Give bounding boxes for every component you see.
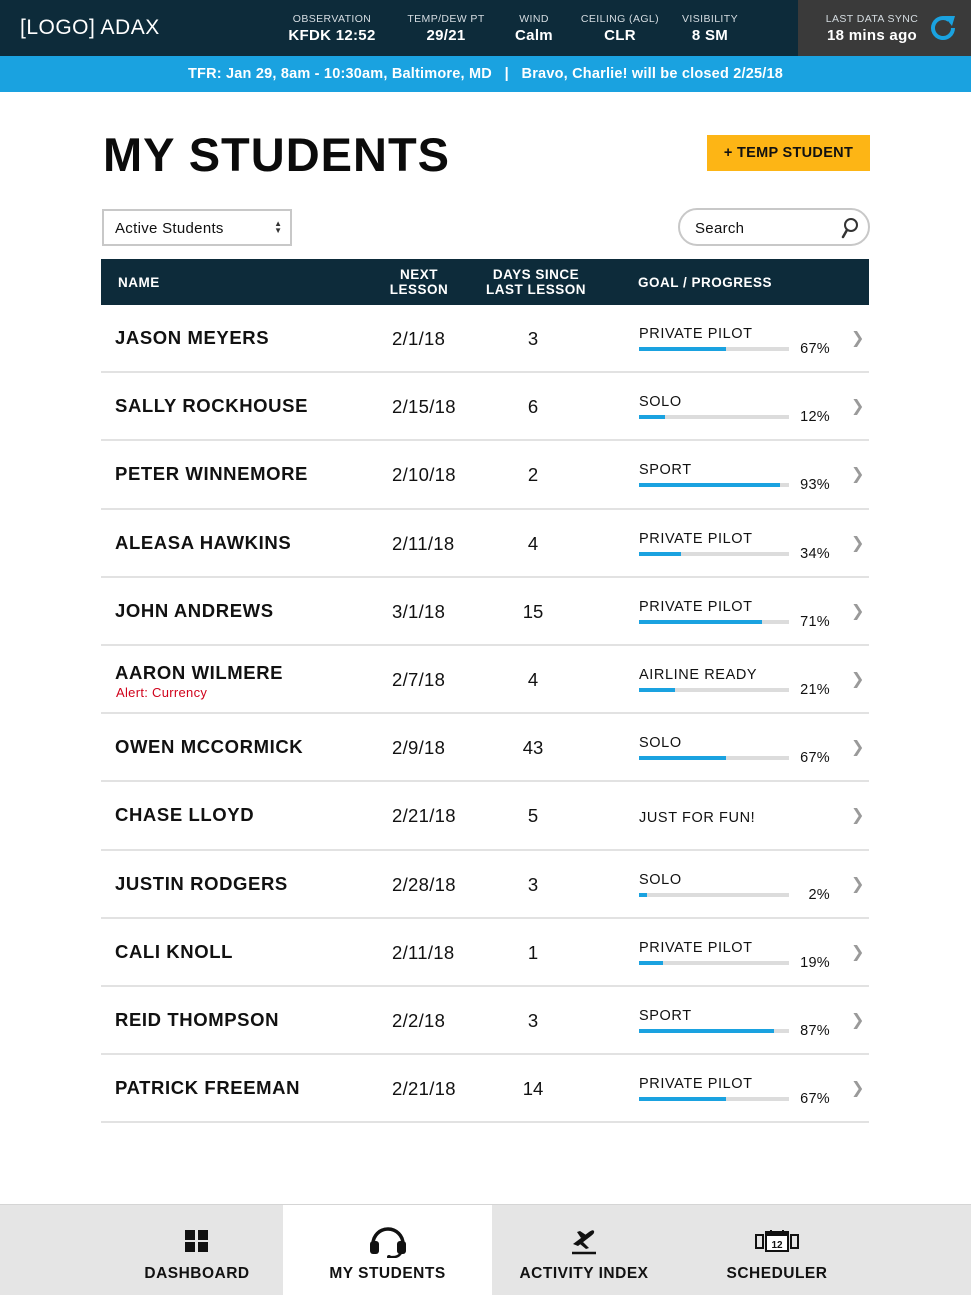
weather-observation-value: KFDK 12:52 <box>288 27 376 44</box>
student-name: AARON WILMERE <box>115 661 284 683</box>
days-since-last-lesson: 2 <box>527 464 539 486</box>
table-row[interactable] <box>101 646 869 714</box>
table-row[interactable] <box>101 305 869 373</box>
goal-label: PRIVATE PILOT <box>639 939 753 956</box>
progress-percent: 67% <box>800 750 830 767</box>
progress-percent: 87% <box>800 1022 830 1039</box>
goal-label: SPORT <box>639 462 692 479</box>
student-name: PETER WINNEMORE <box>115 463 308 485</box>
weather-observation <box>282 13 382 44</box>
progress-fill <box>639 552 681 556</box>
nav-my-students[interactable] <box>283 1205 492 1295</box>
calendar-day-number: 12 <box>771 1240 783 1251</box>
nav-scheduler-label: SCHEDULER <box>726 1265 828 1282</box>
student-name: REID THOMPSON <box>115 1008 280 1030</box>
nav-dashboard[interactable] <box>100 1205 294 1295</box>
progress-percent: 93% <box>800 477 830 494</box>
chevron-right-icon[interactable]: ❯ <box>851 602 865 620</box>
chevron-right-icon[interactable]: ❯ <box>851 875 865 893</box>
search-placeholder: Search <box>695 220 745 237</box>
weather-visibility-label: VISIBILITY <box>682 13 738 25</box>
next-lesson-date: 2/2/18 <box>392 1009 446 1031</box>
days-since-last-lesson: 5 <box>527 805 539 827</box>
progress-fill <box>639 1029 774 1033</box>
progress-bar <box>639 756 789 760</box>
nav-activity-index-label: ACTIVITY INDEX <box>519 1265 649 1282</box>
progress-percent: 2% <box>808 886 830 903</box>
days-since-last-lesson: 4 <box>527 532 539 554</box>
student-name: SALLY ROCKHOUSE <box>115 395 309 417</box>
next-lesson-date: 3/1/18 <box>392 600 446 622</box>
weather-visibility <box>674 13 746 44</box>
airplane-takeoff-icon <box>569 1226 599 1256</box>
progress-bar <box>639 1029 789 1033</box>
chevron-right-icon[interactable]: ❯ <box>851 943 865 961</box>
chevron-right-icon[interactable]: ❯ <box>851 807 865 825</box>
next-lesson-date: 2/21/18 <box>392 1078 456 1100</box>
student-filter-select[interactable] <box>102 209 292 246</box>
table-row[interactable] <box>101 714 869 782</box>
goal-label: AIRLINE READY <box>639 666 758 683</box>
progress-fill <box>639 688 675 692</box>
progress-bar <box>639 688 789 692</box>
goal-label: SOLO <box>639 735 682 752</box>
student-name: JUSTIN RODGERS <box>115 872 288 894</box>
col-days-since-line2: LAST LESSON <box>485 282 586 297</box>
goal-label: PRIVATE PILOT <box>639 326 753 342</box>
students-table <box>101 305 869 1123</box>
sync-value: 18 mins ago <box>827 27 917 44</box>
student-alert: Alert: Currency <box>116 684 208 700</box>
student-name: CALI KNOLL <box>115 940 234 962</box>
progress-bar <box>639 961 789 965</box>
page-title: MY STUDENTS <box>103 128 450 181</box>
dashboard-grid-icon <box>184 1229 210 1253</box>
progress-fill <box>639 347 726 351</box>
student-name: OWEN MCCORMICK <box>115 736 304 758</box>
add-temp-student-button[interactable]: + TEMP STUDENT <box>707 135 870 171</box>
weather-temp-dew <box>400 13 492 44</box>
student-name: ALEASA HAWKINS <box>115 531 292 553</box>
goal-label: JUST FOR FUN! <box>639 810 756 827</box>
headset-icon <box>368 1224 408 1258</box>
goal-label: PRIVATE PILOT <box>639 530 753 547</box>
days-since-last-lesson: 3 <box>527 1009 539 1031</box>
weather-observation-label: OBSERVATION <box>292 13 372 25</box>
next-lesson-date: 2/10/18 <box>392 464 456 486</box>
table-row[interactable] <box>101 782 869 850</box>
search-input[interactable] <box>678 208 870 246</box>
nav-activity-index[interactable] <box>492 1205 676 1295</box>
sync-label: LAST DATA SYNC <box>825 13 919 25</box>
days-since-last-lesson: 15 <box>522 600 544 622</box>
weather-ceiling <box>576 13 664 44</box>
chevron-right-icon[interactable]: ❯ <box>851 1011 865 1029</box>
progress-fill <box>639 756 726 760</box>
chevron-right-icon[interactable]: ❯ <box>851 1080 865 1098</box>
weather-wind <box>500 13 568 44</box>
weather-visibility-value: 8 SM <box>691 27 729 44</box>
table-row[interactable] <box>101 510 869 578</box>
next-lesson-date: 2/11/18 <box>392 941 455 963</box>
goal-label: SPORT <box>639 1007 692 1024</box>
calendar-icon <box>754 1229 800 1253</box>
next-lesson-date: 2/11/18 <box>392 532 455 554</box>
goal-label: SOLO <box>639 871 682 888</box>
goal-label: PRIVATE PILOT <box>639 598 753 615</box>
table-row[interactable] <box>101 441 869 509</box>
next-lesson-date: 2/21/18 <box>392 805 456 827</box>
progress-bar <box>639 415 789 419</box>
weather-temp-dew-value: 29/21 <box>426 27 466 44</box>
progress-percent: 34% <box>800 545 830 562</box>
refresh-icon[interactable] <box>927 12 959 44</box>
student-name: PATRICK FREEMAN <box>115 1077 301 1099</box>
goal-label: PRIVATE PILOT <box>639 1076 753 1093</box>
search-icon[interactable] <box>840 217 860 239</box>
progress-bar <box>639 483 789 487</box>
next-lesson-date: 2/7/18 <box>392 668 446 690</box>
progress-bar <box>639 552 789 556</box>
col-next-lesson[interactable] <box>379 267 459 297</box>
table-row[interactable] <box>101 919 869 987</box>
next-lesson-date: 2/1/18 <box>392 328 446 349</box>
progress-percent: 12% <box>800 409 830 426</box>
progress-bar <box>639 347 789 351</box>
progress-percent: 71% <box>800 613 830 630</box>
progress-fill <box>639 415 665 419</box>
select-arrows-icon: ▲ ▼ <box>274 219 282 235</box>
next-lesson-date: 2/9/18 <box>392 737 446 759</box>
goal-label: SOLO <box>639 394 682 411</box>
weather-ceiling-value: CLR <box>604 27 636 44</box>
table-row[interactable] <box>101 578 869 646</box>
days-since-last-lesson: 4 <box>527 668 539 690</box>
tfr-notice-bar: TFR: Jan 29, 8am - 10:30am, Baltimore, MD | Bravo, Charlie! will be closed 2/25/18 <box>0 56 971 92</box>
progress-fill <box>639 893 647 897</box>
progress-bar <box>639 620 789 624</box>
col-goal-progress[interactable]: GOAL / PROGRESS <box>638 275 773 290</box>
progress-fill <box>639 1097 726 1101</box>
progress-fill <box>639 620 762 624</box>
chevron-right-icon[interactable]: ❯ <box>851 330 865 347</box>
weather-temp-dew-label: TEMP/DEW PT <box>407 13 485 25</box>
nav-dashboard-label: DASHBOARD <box>144 1265 250 1282</box>
student-name: JOHN ANDREWS <box>115 599 274 621</box>
table-header <box>101 259 869 305</box>
col-next-lesson-line1: NEXT <box>399 267 438 282</box>
top-bar <box>0 0 971 56</box>
days-since-last-lesson: 6 <box>527 396 539 418</box>
table-row[interactable] <box>101 373 869 441</box>
weather-wind-label: WIND <box>519 13 549 25</box>
progress-percent: 67% <box>800 341 830 357</box>
days-since-last-lesson: 43 <box>522 737 544 759</box>
days-since-last-lesson: 3 <box>527 328 539 349</box>
table-row[interactable] <box>101 1055 869 1123</box>
table-row[interactable] <box>101 851 869 919</box>
weather-wind-value: Calm <box>515 27 553 44</box>
days-since-last-lesson: 1 <box>527 941 539 963</box>
col-next-lesson-line2: LESSON <box>389 282 449 297</box>
progress-bar <box>639 1097 789 1101</box>
col-days-since[interactable] <box>481 267 591 297</box>
progress-percent: 67% <box>800 1091 830 1108</box>
table-row[interactable] <box>101 987 869 1055</box>
nav-scheduler[interactable] <box>680 1205 874 1295</box>
chevron-right-icon[interactable]: ❯ <box>851 398 865 416</box>
progress-fill <box>639 961 663 965</box>
chevron-right-icon[interactable]: ❯ <box>851 466 865 484</box>
student-name: JASON MEYERS <box>115 327 270 348</box>
col-name[interactable]: NAME <box>118 275 160 290</box>
progress-fill <box>639 483 780 487</box>
chevron-right-icon[interactable]: ❯ <box>851 739 865 757</box>
bottom-nav <box>0 1204 971 1295</box>
student-name: CHASE LLOYD <box>115 804 255 826</box>
app-logo[interactable]: [LOGO] ADAX <box>20 16 160 39</box>
next-lesson-date: 2/15/18 <box>392 396 456 418</box>
nav-my-students-label: MY STUDENTS <box>329 1265 446 1282</box>
progress-percent: 19% <box>800 954 830 971</box>
days-since-last-lesson: 3 <box>527 873 539 895</box>
progress-percent: 21% <box>800 681 830 698</box>
next-lesson-date: 2/28/18 <box>392 873 456 895</box>
col-days-since-line1: DAYS SINCE <box>492 267 580 282</box>
days-since-last-lesson: 14 <box>522 1078 544 1100</box>
progress-bar <box>639 893 789 897</box>
weather-ceiling-label: CEILING (AGL) <box>580 13 660 25</box>
student-filter-value: Active Students <box>115 220 224 237</box>
chevron-right-icon[interactable]: ❯ <box>851 670 865 688</box>
chevron-right-icon[interactable]: ❯ <box>851 534 865 552</box>
